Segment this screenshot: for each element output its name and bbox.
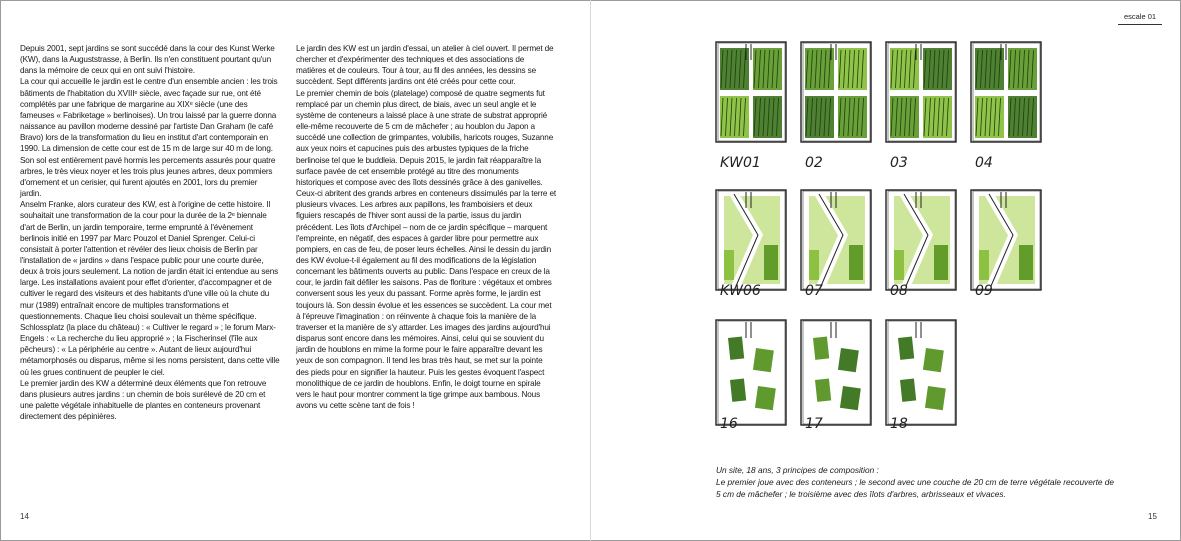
page-number-right: 15 — [1148, 512, 1157, 521]
sketch-label: 07 — [805, 283, 823, 299]
sketch-label: 08 — [890, 283, 908, 299]
sketch-label: 04 — [975, 155, 993, 171]
planting-block — [724, 250, 734, 280]
left-column-1 — [20, 43, 280, 422]
sketch-label: KW06 — [720, 283, 761, 299]
island-block — [728, 337, 744, 360]
planting-block — [934, 245, 948, 280]
sketch-label: 17 — [805, 416, 823, 432]
island-block — [815, 379, 831, 402]
left-column-2 — [296, 43, 556, 411]
paragraph: Depuis 2001, sept jardins se sont succédé dans la cour des Kunst Werke (KW), dans la Auguststrasse, à Berlin. Ils n'en constituent pourtant qu'un dans la mémoire de ceux qui en ont suivi l'histoire. — [20, 44, 275, 76]
island-block — [755, 386, 776, 410]
planting-block — [764, 245, 778, 280]
planting-block — [849, 245, 863, 280]
sketch-label: 18 — [890, 416, 908, 432]
sketch-label: 03 — [890, 155, 908, 171]
spread-fold — [590, 0, 591, 541]
planting-block — [1019, 245, 1033, 280]
island-block — [840, 386, 861, 410]
planting-block — [894, 250, 904, 280]
sketch-plan — [801, 320, 871, 425]
garden-sketches — [712, 30, 1042, 450]
sketch-label: KW01 — [720, 155, 761, 171]
chapter-tab: escale 01 — [1118, 12, 1162, 25]
sketch-plan — [801, 42, 871, 142]
planting-block — [809, 250, 819, 280]
sketch-label: 09 — [975, 283, 993, 299]
island-block — [813, 337, 829, 360]
sketch-plan — [886, 190, 956, 290]
sketch-plan — [971, 190, 1041, 290]
island-block — [900, 379, 916, 402]
paragraph: Le jardin des KW est un jardin d'essai, un atelier à ciel ouvert. Il permet de chercher et d'expérimenter des techniques et des associations de matières et de couleurs. Tour à tour, au fil des années, les dessins se succèdent. Sept différents jardins ont été créés pour cette cour. — [296, 44, 554, 87]
sketch-plan — [716, 320, 786, 425]
island-block — [838, 348, 859, 372]
sketch-plan — [716, 42, 786, 142]
caption-title: Un site, 18 ans, 3 principes de composition : — [716, 465, 879, 475]
paragraph: Le premier chemin de bois (platelage) composé de quatre segments fut remplacé par un chemin plus direct, de biais, avec un seul angle et le système de conteneurs a laissé place à une strate de substrat approprié elle-même recouverte de 5 cm de mâchefer ; au houblon du Japon a succédé une collection de grimpantes, volubilis, haricots rouges, Suzanne aux yeux noirs et capucines puis des arbustes typiques de la friche berlinoise tel que le buddleia. Depuis 2015, le jardin fait réapparaître la surface pavée de cet ensemble protégé au titre des monuments historiques et compose avec des îlots dessinés grâce à des ganivelles. Ceux-ci abritent des grands arbres en conteneurs dissimulés par la terre et plusieurs vivaces. Les arbres aux papillons, les framboisiers et deux figuiers rescapés de l'hiver sont aussi de la partie, issus du jardin précédent. Les îlots d'Archipel – nom de ce jardin spécifique – marquent l'empreinte, en négatif, des espaces à garder libre pour permettre aux pompiers, en cas de feu, de poser leurs échelles. Ainsi le dessin du jardin des KW évolue-t-il également au fil des modifications de la législation concernant les bâtiments ouverts au public. Dans l'espace en creux de la cour, le jardin fait défiler les saisons. Pas de floriture : végétaux et ombres conversent sous les yeux du passant. Forme après forme, le jardin est toujours là. Son dessin évolue et les essences se succèdent. La cour met à l'épreuve l'imagination : on réinvente à chaque fois la manière de la traverser et la manière de s'y attarder. Les images des jardins aujourd'hui disparus sont encore dans les mémoires. Ainsi, celui qui se souvient du jardin de houblons en mime la forme pour le faire apparaître devant les yeux de son compagnon. Il tend les bras très haut, se met sur la pointe des pieds pour en signifier la hauteur. Puis les gestes évoquent l'aspect monolithique de ce jardin de houblons. Enfin, le doigt tourne en spirale vers le haut pour montrer comment la tige grimpe aux bambous. Nous avons vu cette scène tant de fois ! — [296, 88, 556, 410]
island-block — [925, 386, 946, 410]
paragraph: La cour qui accueille le jardin est le centre d'un ensemble ancien : les trois bâtiments de l'habitation du XVIIIᵉ siècle, avec façade sur rue, ont été complétés par une fabrique de margarine au XIXᵉ siècle (une des fameuses « Fabriketage » berlinoises). Un trou laissé par la guerre donna naissance au pavillon moderne dessiné par l'artiste Dan Graham (le café Bravo) lors de la transformation du lieu en institut d'art contemporain en 1990. La dimension de cette cour est de 15 m de large sur 40 m de long. Son sol est entièrement pavé hormis les percements assurés pour quatre arbres, le très vieux noyer et les trois plus jeunes arbres, deux pommiers d'ornement et un cerisier, qui furent ajoutés en 2001, lors du premier jardin. — [20, 77, 278, 199]
sketch-plan — [801, 190, 871, 290]
figure-caption — [716, 464, 1116, 500]
paragraph: Le premier jardin des KW a déterminé deux éléments que l'on retrouve dans plusieurs autres jardins : un chemin de bois surélevé de 20 cm et une palette végétale inhabituelle de plantes en conteneurs provenant directement des pépinières. — [20, 378, 267, 422]
caption-body: Le premier joue avec des conteneurs ; le second avec une couche de 20 cm de terre végétale recouverte de 5 cm de mâchefer ; le troisième avec des îlots d'arbres, arbrisseaux et vivaces. — [716, 477, 1115, 499]
planting-block — [979, 250, 989, 280]
page-number-left: 14 — [20, 512, 29, 521]
island-block — [923, 348, 944, 372]
paragraph: Anselm Franke, alors curateur des KW, est à l'origine de cette histoire. Il souhaitait une transformation de la cour pour la durée de la 2ᵉ biennale d'art de Berlin, un jardin temporaire, terme emprunté à l'évènement berlinois initié en 1997 par Marc Pouzol et Daniel Sprenger. Celui-ci consistait à porter l'attention et révéler des lieux choisis de Berlin par l'installation de « jardins » dans l'espace public pour une courte durée, deux à trois jours seulement. La notion de jardin était ici entendue au sens large. Les installations avaient pour effet d'orienter, d'accompagner et de cultiver le regard des visiteurs et des habitants d'une ville où la chute du mur (1989) entraînait encore de multiples transformations et questionnements. Chaque lieu choisi soulevait un thème spécifique. Schlossplatz (la place du château) : « Cultiver le regard » ; le forum Marx-Engels : « La recherche du lieu approprié » ; la Fischerinsel (l'île aux pêcheurs) : « La périphérie au centre ». Autant de lieux aujourd'hui métamorphosés ou disparus, même si les noms persistent, dans cette ville où les grues continuent de peupler le ciel. — [20, 200, 280, 377]
sketch-plan — [971, 42, 1041, 142]
sketch-plan — [886, 320, 956, 425]
sketch-label: 02 — [805, 155, 823, 171]
island-block — [753, 348, 774, 372]
island-block — [730, 379, 746, 402]
sketch-plan — [716, 190, 786, 290]
sketch-label: 16 — [720, 416, 738, 432]
sketch-plan — [886, 42, 956, 142]
island-block — [898, 337, 914, 360]
